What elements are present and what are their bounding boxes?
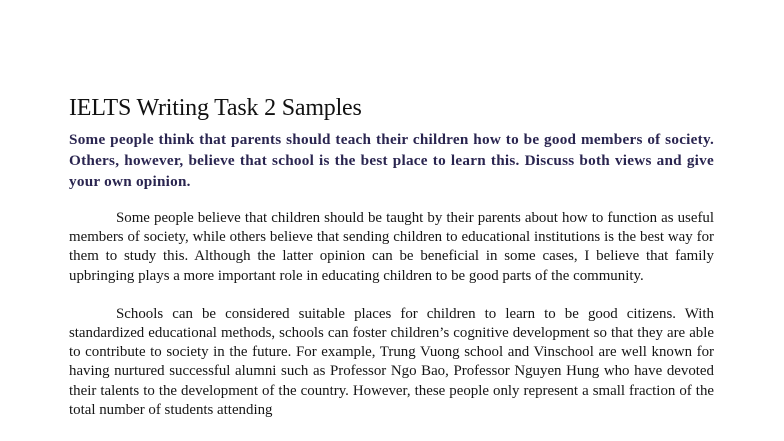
essay-question: Some people think that parents should teach their children how to be good members of society. Others, however, believe that school is the best place to learn this. Discuss both views and give your own opinion. [69,131,714,190]
essay-paragraph-1: Some people believe that children should be taught by their parents about how to function as useful members of society, while others believe that sending children to educational institutions is the best way for them to study this. Although the latter opinion can be beneficial in some cases, I believe that family upbringing plays a more important role in educating children to be good parts of the community. [69,210,714,284]
document-title: IELTS Writing Task 2 Samples [69,95,362,121]
document-content [69,93,714,420]
essay-paragraph-2: Schools can be considered suitable places for children to learn to be good citizens. With standardized educational methods, schools can foster children’s cognitive development so that they are able to contribute to society in the future. For example, Trung Vuong school and Vinschool are well known for having nurtured successful alumni such as Professor Ngo Bao, Professor Nguyen Hung who have devoted their talents to the development of the country. However, these people only represent a small fraction of the total number of students attending [69,305,714,418]
